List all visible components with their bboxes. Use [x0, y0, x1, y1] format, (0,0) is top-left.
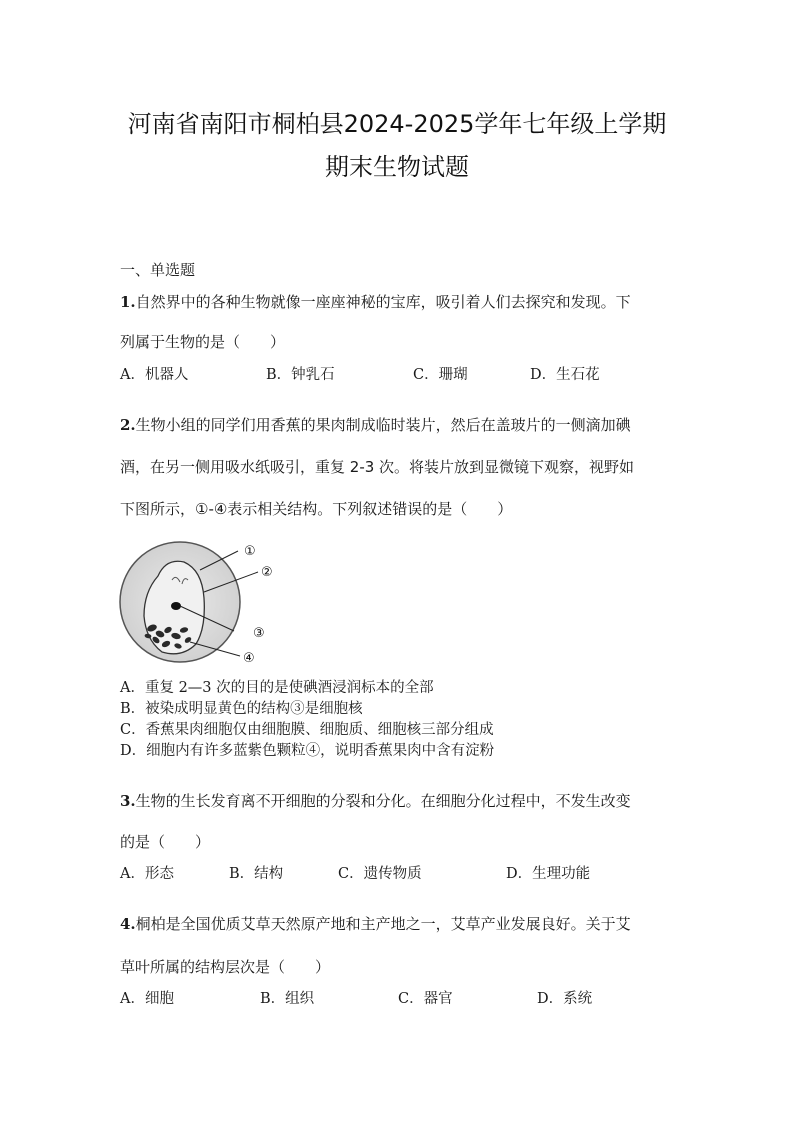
- option-d[interactable]: D．系统: [537, 991, 593, 1007]
- option-a[interactable]: A．重复 2—3 次的目的是使碘酒浸润标本的全部: [120, 680, 434, 696]
- option-c[interactable]: C．器官: [398, 991, 453, 1007]
- question-stem-line: 草叶所属的结构层次是（ ）: [120, 958, 331, 976]
- option-b[interactable]: B．钟乳石: [266, 367, 335, 383]
- question-number: 4.: [120, 915, 136, 933]
- question-number: 1.: [120, 293, 136, 311]
- question-stem-line: 2.生物小组的同学们用香蕉的果肉制成临时装片，然后在盖玻片的一侧滴加碘: [120, 416, 631, 434]
- option-d[interactable]: D．细胞内有许多蓝紫色颗粒④，说明香蕉果肉中含有淀粉: [120, 743, 495, 759]
- question-stem-line: 的是（ ）: [120, 833, 211, 851]
- option-b[interactable]: B．组织: [260, 991, 315, 1007]
- option-a[interactable]: A．形态: [120, 866, 174, 882]
- label-4: ④: [243, 651, 255, 666]
- nucleus: [171, 602, 181, 610]
- option-b[interactable]: B．结构: [229, 866, 284, 882]
- option-c[interactable]: C．遗传物质: [338, 866, 422, 882]
- option-a[interactable]: A．机器人: [120, 367, 189, 383]
- label-3: ③: [253, 626, 265, 641]
- option-d[interactable]: D．生理功能: [506, 866, 591, 882]
- question-number: 2.: [120, 416, 136, 434]
- question-stem-line: 下图所示，①-④表示相关结构。下列叙述错误的是（ ）: [120, 500, 513, 518]
- title-line-2: 期末生物试题: [325, 153, 469, 181]
- label-2: ②: [261, 565, 273, 580]
- question-stem-line: 列属于生物的是（ ）: [120, 333, 286, 351]
- question-stem-line: 4.桐柏是全国优质艾草天然原产地和主产地之一，艾草产业发展良好。关于艾: [120, 915, 631, 933]
- label-1: ①: [244, 544, 256, 559]
- option-a[interactable]: A．细胞: [120, 991, 174, 1007]
- question-stem-line: 1.自然界中的各种生物就像一座座神秘的宝库，吸引着人们去探究和发现。下: [120, 293, 631, 311]
- section-heading: 一、单选题: [120, 261, 196, 279]
- option-c[interactable]: C．珊瑚: [413, 367, 468, 383]
- microscope-view-diagram: [118, 536, 288, 670]
- option-d[interactable]: D．生石花: [530, 367, 600, 383]
- question-stem-line: 3.生物的生长发育离不开细胞的分裂和分化。在细胞分化过程中，不发生改变: [120, 792, 631, 810]
- question-number: 3.: [120, 792, 136, 810]
- title-line-1: 河南省南阳市桐柏县2024-2025学年七年级上学期: [127, 110, 667, 138]
- option-b[interactable]: B．被染成明显黄色的结构③是细胞核: [120, 701, 363, 717]
- question-stem-line: 酒，在另一侧用吸水纸吸引，重复 2-3 次。将装片放到显微镜下观察，视野如: [120, 458, 635, 476]
- option-c[interactable]: C．香蕉果肉细胞仅由细胞膜、细胞质、细胞核三部分组成: [120, 722, 494, 738]
